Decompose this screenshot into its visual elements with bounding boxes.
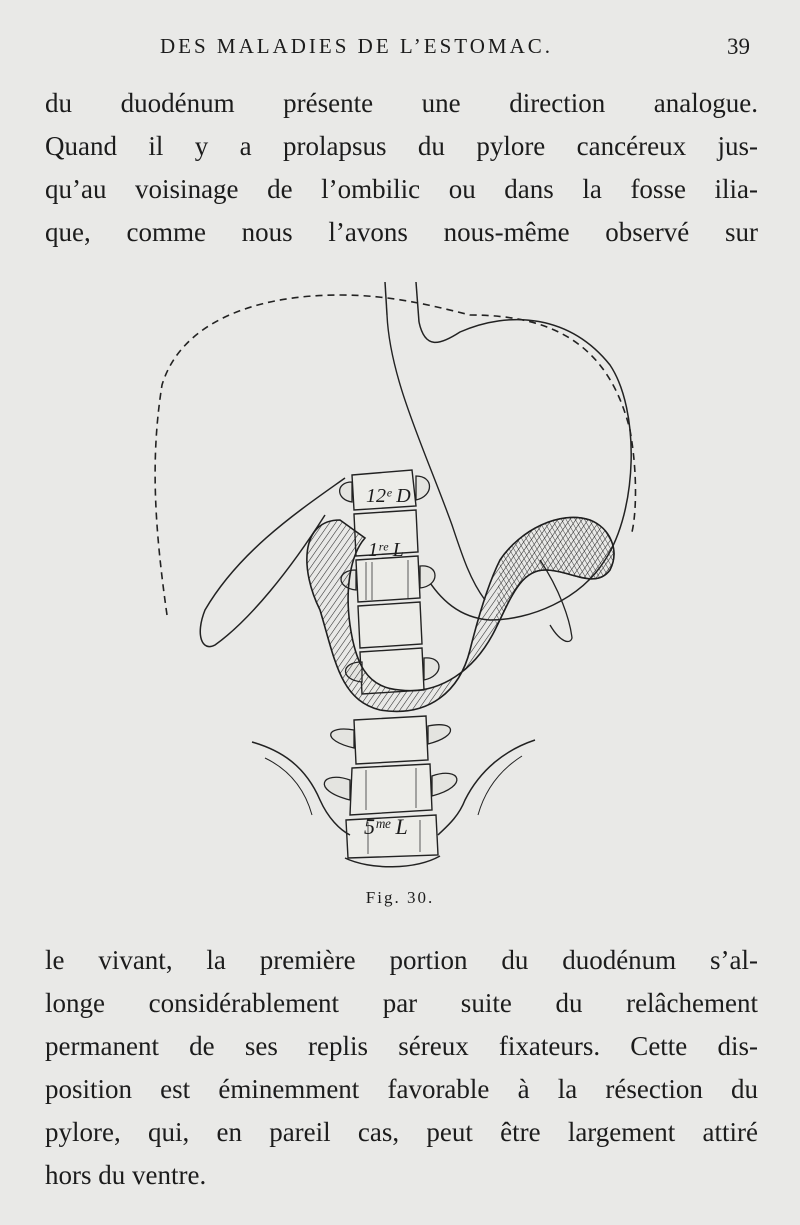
figure-caption-prefix: Fig.	[365, 888, 401, 907]
text-line: hors du ventre.	[45, 1160, 207, 1190]
anatomical-figure	[140, 270, 660, 880]
vertebra-label-5l: 5ᵐᵉ L	[364, 814, 408, 839]
text-line: pylore, qui, en pareil cas, peut être largement attiré	[45, 1117, 758, 1147]
vertebra-label-12d: 12ᵉ D	[366, 485, 411, 507]
figure-caption	[0, 888, 800, 908]
text-line: Quand il y a prolapsus du pylore cancéreux jus-	[45, 131, 758, 161]
text-line: qu’au voisinage de l’ombilic ou dans la fosse ilia-	[45, 174, 758, 204]
paragraph-bottom	[45, 939, 758, 1197]
running-title: DES MALADIES DE L’ESTOMAC.	[160, 34, 554, 58]
running-head	[0, 34, 800, 66]
vertebra-label-1l: 1ʳᵉ L	[368, 539, 404, 561]
esophagus	[385, 282, 387, 315]
text-line: permanent de ses replis séreux fixateurs. Cette dis-	[45, 1031, 758, 1061]
text-line: que, comme nous l’avons nous-même observé sur	[45, 217, 758, 247]
text-line: longe considérablement par suite du relâchement	[45, 988, 758, 1018]
paragraph-top	[45, 82, 758, 254]
page-number: 39	[727, 34, 750, 59]
text-line: position est éminemment favorable à la résection du	[45, 1074, 758, 1104]
figure-caption-number: 30.	[406, 888, 435, 907]
text-line: le vivant, la première portion du duodénum s’al-	[45, 945, 758, 975]
text-line: du duodénum présente une direction analogue.	[45, 88, 758, 118]
figure-drawing	[140, 270, 660, 880]
